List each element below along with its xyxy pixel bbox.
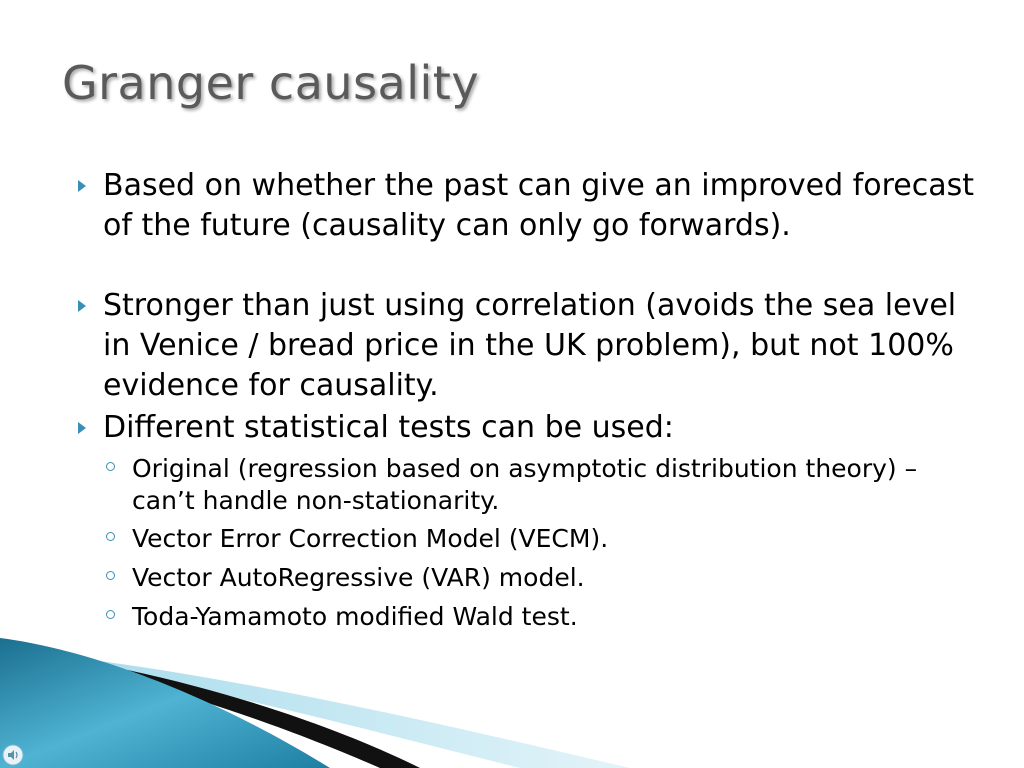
slide-title: Granger causality	[62, 56, 480, 110]
bullet-item: Based on whether the past can give an improved forecast of the future (causality can only go forwards).	[103, 168, 974, 243]
triangle-right-icon	[78, 300, 86, 312]
wave-decoration	[0, 638, 1024, 768]
circle-bullet-icon	[106, 610, 115, 619]
sub-bullet-item: Vector AutoRegressive (VAR) model.	[132, 563, 585, 592]
triangle-right-icon	[78, 422, 86, 434]
circle-bullet-icon	[106, 571, 115, 580]
bullet-item: Stronger than just using correlation (avoids the sea level in Venice / bread price in the UK problem), but not 100% evidence for causality.	[103, 288, 957, 403]
sub-bullet-item: Original (regression based on asymptotic distribution theory) – can’t handle non-stationarity.	[132, 454, 918, 515]
circle-bullet-icon	[106, 532, 115, 541]
sub-bullet-item: Toda-Yamamoto modified Wald test.	[132, 602, 578, 631]
speaker-icon[interactable]	[2, 744, 24, 766]
circle-bullet-icon	[106, 462, 115, 471]
bullet-item: Different statistical tests can be used:	[103, 410, 674, 445]
triangle-right-icon	[78, 180, 86, 192]
sub-bullet-item: Vector Error Correction Model (VECM).	[132, 524, 609, 553]
